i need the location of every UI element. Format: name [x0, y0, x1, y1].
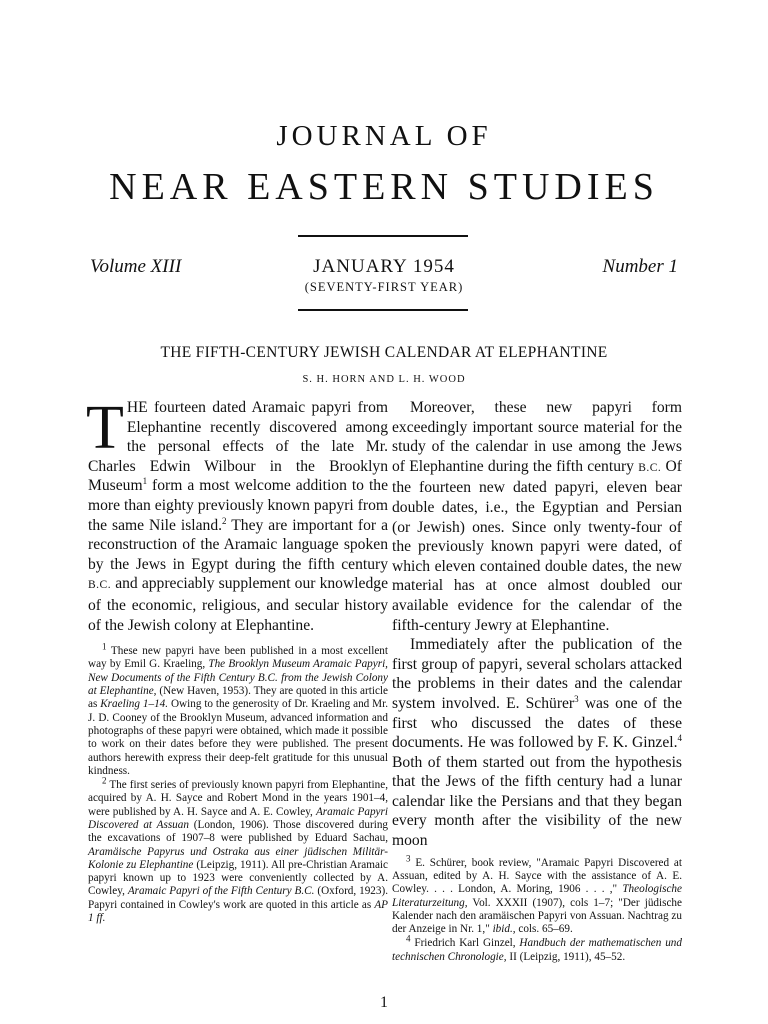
footnote-1: $^1$ These new papyri have been published in a most excellent way by Emil G. Kraeling, The Brooklyn Museum Aramaic Papyri, New Documents of the Fifth Century B.C. from the Jewish Colony at Elephantine, (New Haven, 1953). They are quoted in this article as Kraeling 1–14. Owing to the generosity of Dr. Kraeling and Mr. J. D. Cooney of the Brooklyn Museum, advanced information and photographs of these papyri were obtained, which made it possible to work on their dates before they were published. The present authors herewith express their deep-felt gratitude for this unusual kindness. — [88, 641, 389, 777]
year-note: (SEVENTY-FIRST YEAR) — [304, 280, 464, 294]
paragraph-1: THE fourteen dated Aramaic papyri from Elephantine recently discovered among the personal effects of the late Mr. Charles Edwin Wilbour in the Brooklyn Museum$^1$ form a most welcome addition to the more than eighty previously known papyri from the same Nile island.$^2$ They are important for a reconstruction of the Aramaic language spoken by the Jews in Egypt during the fifth century B.C. and appreciably supplement our knowledge of the economic, religious, and secular history of the Jewish colony at Elephantine. — [86, 394, 388, 634]
divider-bottom — [298, 309, 468, 311]
journal-title-line2: NEAR EASTERN STUDIES — [109, 166, 659, 208]
footnote-3: $^3$ E. Schürer, book review, "Aramaic Papyri Discovered at Assuan, edited by A. H. Sayce with the assistance of A. E. Cowley. . . . London, A. Moring, 1906 . . . ," Theologische Literaturzeitung, Vol. XXXII (1907), cols 1–7; "Der jüdische Kalender nach den aramäischen Papyri von Assuan. Nachtrag zu der Anzeige in Nr. 1," ibid., cols. 65–69. — [392, 852, 682, 936]
footnotes-right — [392, 852, 682, 964]
footnotes-left — [88, 641, 389, 925]
footnote-4: $^4$ Friedrich Karl Ginzel, Handbuch der mathematischen und technischen Chronologie, II (Leipzig, 1911), 45–52. — [392, 933, 682, 963]
article-title: THE FIFTH-CENTURY JEWISH CALENDAR AT ELEPHANTINE — [160, 344, 608, 361]
paragraph-2: Moreover, these new papyri form exceedingly important source material for the study of the calendar in use among the Jews of Elephantine during the fifth century B.C. Of the fourteen new dated papyri, eleven bear double dates, i.e., the Egyptian and Persian (or Jewish) ones. Since only twenty-four of the previously known papyri were dated, of which eleven contained double dates, the new material has at once almost doubled our available evidence for the calendar of the fifth-century Jewry at Elephantine. — [392, 399, 682, 634]
footnote-ref-4: 4 — [677, 732, 682, 743]
journal-title-line1: JOURNAL OF — [276, 120, 492, 152]
right-column — [392, 398, 682, 965]
drop-cap: T — [86, 394, 124, 462]
footnote-ref-2: 2 — [222, 515, 227, 526]
volume-label: Volume XIII — [90, 256, 182, 277]
article-authors: S. H. HORN AND L. H. WOOD — [302, 374, 466, 385]
paragraph-3: Immediately after the publication of the first group of papyri, several scholars attacked the problems in their dates and the calendar system involved. E. Schürer$^3$ was one of the first who discussed the dates of these documents. He was followed by F. K. Ginzel.$^4$ Both of them started out from the hypothesis that the Jews of the fifth century had a lunar calendar like the Persians and that they began every month after the visibility of the new moon — [392, 636, 682, 850]
page-number: 1 — [380, 994, 388, 1011]
issue-number: Number 1 — [602, 256, 678, 277]
footnote-2: $^2$ The first series of previously known papyri from Elephantine, acquired by A. H. Sayce and Robert Mond in the years 1901–4, were published by A. H. Sayce and A. E. Cowley, Aramaic Papyri Discovered at Assuan (London, 1906). Those discovered during the excavations of 1907–8 were published by Eduard Sachau, Aramäische Papyrus und Ostraka aus einer jüdischen Militär-Kolonie zu Elephantine (Leipzig, 1911). All pre-Christian Aramaic papyri known up to 1923 were conveniently collected by A. Cowley, Aramaic Papyri of the Fifth Century B.C. (Oxford, 1923). Papyri contained in Cowley's work are quoted in this article as AP 1 ff. — [88, 775, 389, 925]
divider-top — [298, 235, 468, 237]
issue-date: JANUARY 1954 — [313, 256, 455, 277]
left-column — [86, 394, 389, 926]
footnote-ref-1: 1 — [142, 476, 148, 487]
footnote-ref-3: 3 — [574, 693, 579, 704]
